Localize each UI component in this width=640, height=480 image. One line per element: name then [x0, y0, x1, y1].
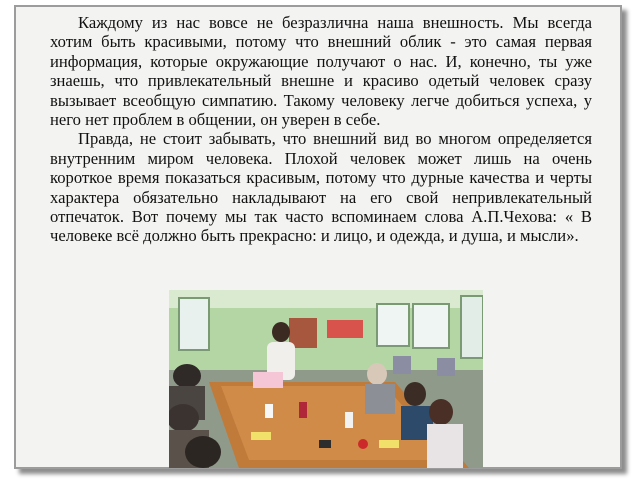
photo-window-right	[413, 304, 449, 348]
photo-teacher-head	[272, 322, 290, 342]
photo-window-left	[179, 298, 209, 350]
photo-red-box	[327, 320, 363, 338]
photo-cup-3	[265, 404, 273, 418]
photo-cup-2	[345, 412, 353, 428]
classroom-photo	[169, 290, 483, 468]
photo-window-far	[461, 296, 483, 358]
photo-cup-1	[299, 402, 307, 418]
paragraph-2: Правда, не стоит забывать, что внешний вид во многом определяется внутренним миром человека. Плохой человек может лишь на очень короткое время показаться красивым, потому что дурные качества и черты характера обязательно накладывают на его свой непривлекательный отпечаток. Вот почему мы так часто вспоминаем слова А.П.Чехова: « В человеке всё должно быть прекрасно: и лицо, и одежда, и душа, и мысли».	[50, 129, 592, 246]
photo-item	[319, 440, 331, 448]
photo-window-middle	[377, 304, 409, 346]
photo-box	[253, 372, 283, 388]
photo-paper-2	[251, 432, 271, 440]
photo-illustration	[169, 290, 483, 468]
photo-paper	[379, 440, 399, 448]
text-block	[50, 13, 592, 246]
photo-person-right-1	[367, 363, 387, 385]
photo-chair-1	[393, 356, 411, 374]
photo-person-left-3	[185, 436, 221, 468]
photo-person-right-2	[404, 382, 426, 406]
photo-ball	[358, 439, 368, 449]
photo-cabinet	[289, 318, 317, 348]
paragraph-1: Каждому из нас вовсе не безразлична наша внешность. Мы всегда хотим быть красивыми, потому что внешний облик - это самая первая информация, которые окружающие получают о нас. И, конечно, ты уже знаешь, что привлекательный внешне и красиво одетый человек сразу вызывает всеобщую симпатию. Такому человеку легче добиться успеха, у него нет проблем в общении, он уверен в себе.	[50, 13, 592, 130]
photo-chair-2	[437, 358, 455, 376]
photo-person-left-1	[173, 364, 201, 388]
photo-person-right-3	[429, 399, 453, 425]
